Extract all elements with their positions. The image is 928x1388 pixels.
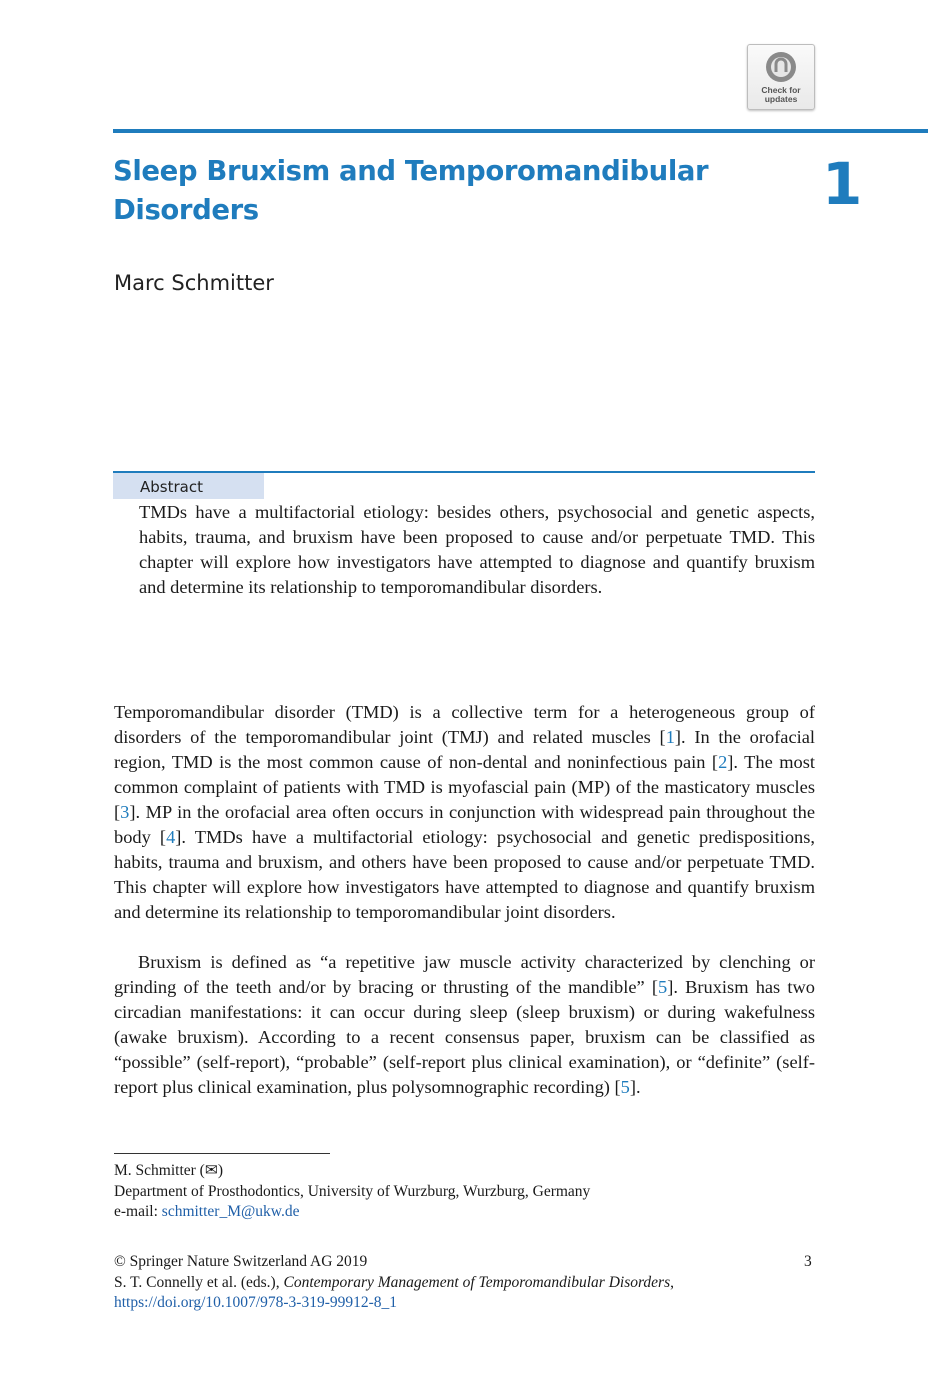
citation-link[interactable]: 4 [166, 827, 176, 847]
copyright-line: © Springer Nature Switzerland AG 2019 [114, 1253, 368, 1270]
footnote-author-line [114, 1161, 814, 1182]
abstract-label-box [113, 473, 264, 499]
citation-link[interactable]: 5 [658, 977, 668, 997]
copyright-block [114, 1252, 734, 1314]
body-paragraph-1 [114, 700, 815, 925]
badge-label-line1: Check for [761, 85, 801, 95]
citation-link[interactable]: 5 [620, 1077, 630, 1097]
footnote-affiliation: Department of Prosthodontics, University of Wurzburg, Wurzburg, Germany [114, 1182, 591, 1200]
p1-text-2: ]. In the orofacial region, TMD is the most common cause of non-dental and noninfectious pain [ [114, 727, 815, 772]
footnote-author: M. Schmitter ( [114, 1162, 205, 1179]
citation-link[interactable]: 1 [665, 727, 675, 747]
footnote-email-line [114, 1202, 814, 1223]
author-footnote [114, 1161, 814, 1223]
citation-line [114, 1273, 734, 1314]
doi-link[interactable]: https://doi.org/10.1007/978-3-319-99912-8_1 [114, 1294, 398, 1311]
p2-text-1: Bruxism is defined as “a repetitive jaw muscle activity characterized by clenching or grinding of the teeth and/or by bracing or thrusting of the mandible” [ [114, 952, 815, 997]
badge-label [748, 86, 814, 104]
chapter-top-rule [113, 129, 928, 133]
separator: , [670, 1273, 674, 1291]
p2-text-2: ]. Bruxism has two circadian manifestations: it can occur during sleep (sleep bruxism) or during wakefulness (awake bruxism). According to a recent consensus paper, bruxism can be classified as “possible” (self-report), “probable” (self-report plus clinical examination), or “definite” (self-report plus clinical examination, plus polysomnographic recording) [ [114, 977, 815, 1097]
p2-text-3: ]. [629, 1077, 641, 1097]
check-updates-icon [764, 50, 798, 84]
badge-label-line2: updates [764, 94, 798, 104]
email-link[interactable]: schmitter_M@ukw.de [161, 1203, 300, 1220]
email-label: e-mail: [114, 1203, 162, 1220]
book-title: Contemporary Management of Temporomandibular Disorders [283, 1273, 671, 1291]
citation-link[interactable]: 3 [120, 802, 130, 822]
p1-text-3: ]. The most common complaint of patients with TMD is myofascial pain (MP) of the masticatory muscles [ [114, 752, 815, 822]
citation-link[interactable]: 2 [718, 752, 728, 772]
page-number: 3 [804, 1253, 812, 1270]
footnote-paren: ) [217, 1162, 224, 1179]
book-editors: S. T. Connelly et al. (eds.), [114, 1273, 284, 1291]
p1-text-4: ]. MP in the orofacial area often occurs in conjunction with widespread pain throughout the body [ [114, 802, 815, 847]
footnote-rule [114, 1153, 330, 1154]
check-for-updates-badge[interactable] [747, 44, 815, 110]
p1-text-1: Temporomandibular disorder (TMD) is a collective term for a heterogeneous group of disorders of the temporomandibular joint (TMJ) and related muscles [ [114, 702, 815, 747]
envelope-icon: ✉ [204, 1162, 218, 1179]
chapter-title: Sleep Bruxism and Temporomandibular Disorders [113, 155, 709, 226]
abstract-text: TMDs have a multifactorial etiology: besides others, psychosocial and genetic aspects, habits, trauma, and bruxism have been proposed to cause and/or perpetuate TMD. This chapter will explore how investigators have attempted to diagnose and quantify bruxism and determine its relationship to temporomandibular disorders. [139, 502, 815, 597]
p1-text-5: ]. TMDs have a multifactorial etiology: psychosocial and genetic predispositions, habits, trauma and bruxism, and others have been proposed to cause and/or perpetuate TMD. This chapter will explore how investigators have attempted to diagnose and quantify bruxism and determine its relationship to temporomandibular joint disorders. [114, 827, 815, 922]
chapter-author: Marc Schmitter [114, 271, 274, 295]
body-paragraph-2 [114, 950, 815, 1100]
chapter-number: 1 [822, 150, 863, 218]
abstract-label: Abstract [140, 478, 203, 496]
